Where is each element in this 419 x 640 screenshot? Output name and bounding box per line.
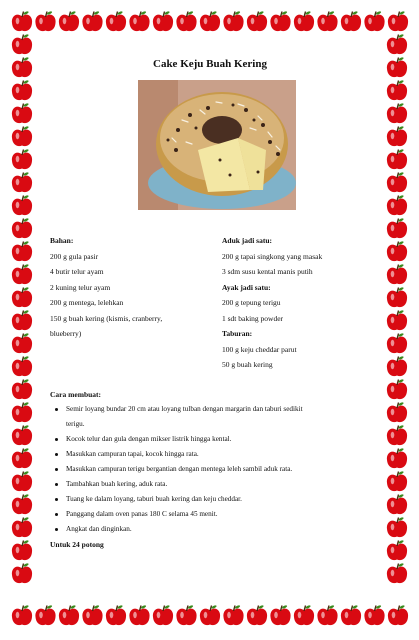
ingredient-line: 100 g keju cheddar parut: [222, 344, 297, 354]
apple-icon: [270, 11, 290, 31]
apple-icon: [387, 563, 407, 583]
apple-icon: [387, 126, 407, 146]
apple-icon: [387, 379, 407, 399]
apple-icon: [387, 494, 407, 514]
recipe-title: Cake Keju Buah Kering: [153, 58, 267, 70]
apple-icon: [12, 241, 32, 261]
apple-icon: [12, 425, 32, 445]
apple-icon: [59, 11, 79, 31]
apple-icon: [176, 605, 196, 625]
apple-icon: [387, 34, 407, 54]
apple-icon: [12, 126, 32, 146]
apple-icon: [364, 11, 384, 31]
apple-icon: [387, 287, 407, 307]
apple-icon: [294, 605, 314, 625]
section-heading: Taburan:: [222, 329, 253, 338]
servings-note: Untuk 24 potong: [50, 540, 104, 549]
apple-icon: [12, 57, 32, 77]
method-step: Semir loyang bundar 20 cm atau loyang tulban dengan margarin dan taburi sedikit: [66, 402, 370, 417]
apple-icon: [247, 605, 267, 625]
ingredient-line: blueberry): [50, 329, 82, 338]
apple-icon: [12, 80, 32, 100]
apple-icon: [153, 605, 173, 625]
method-steps: [50, 402, 370, 537]
apple-icon: [82, 11, 102, 31]
apple-icon: [12, 471, 32, 491]
apple-icon: [364, 605, 384, 625]
ingredient-line: 200 g gula pasir: [50, 251, 99, 261]
apple-icon: [35, 11, 55, 31]
apple-icon: [388, 605, 408, 625]
apple-icon: [59, 605, 79, 625]
apple-icon: [387, 517, 407, 537]
apple-icon: [387, 195, 407, 215]
method-step: Panggang dalam oven panas 180 C selama 45 menit.: [66, 507, 370, 522]
method-step: Angkat dan dinginkan.: [66, 522, 370, 537]
method-step: Kocok telur dan gula dengan mikser listrik hingga kental.: [66, 432, 370, 447]
apple-icon: [387, 402, 407, 422]
method-section: [50, 387, 370, 552]
apple-icon: [12, 195, 32, 215]
apple-icon: [387, 80, 407, 100]
method-step-continuation: terigu.: [66, 420, 85, 428]
ingredients-heading: Bahan:: [50, 236, 74, 245]
apple-icon: [12, 149, 32, 169]
apple-icon: [341, 605, 361, 625]
apple-icon: [387, 149, 407, 169]
apple-icon: [387, 57, 407, 77]
apple-icon: [294, 11, 314, 31]
apple-icon: [12, 356, 32, 376]
apple-icon: [200, 605, 220, 625]
apple-icon: [12, 333, 32, 353]
apple-icon: [129, 11, 149, 31]
apple-icon: [387, 448, 407, 468]
apple-icon: [35, 605, 55, 625]
apple-icon: [153, 11, 173, 31]
apple-icon: [317, 605, 337, 625]
apple-icon: [12, 11, 32, 31]
apple-icon: [12, 34, 32, 54]
apple-icon: [223, 605, 243, 625]
method-step: Tuang ke dalam loyang, taburi buah kering dan keju cheddar.: [66, 492, 370, 507]
apple-icon: [12, 172, 32, 192]
ingredient-line: 200 g mentega, lelehkan: [50, 298, 124, 307]
apple-icon: [176, 11, 196, 31]
section-heading: Ayak jadi satu:: [222, 282, 271, 292]
section-heading: Aduk jadi satu:: [222, 236, 273, 245]
apple-icon: [12, 448, 32, 468]
apple-icon: [387, 310, 407, 330]
method-heading: Cara membuat:: [50, 390, 102, 399]
apple-icon: [12, 218, 32, 238]
apple-icon: [12, 494, 32, 514]
apple-icon: [387, 241, 407, 261]
ingredient-line: 2 kuning telur ayam: [50, 282, 111, 292]
apple-icon: [387, 356, 407, 376]
apple-icon: [387, 540, 407, 560]
apple-icon: [387, 333, 407, 353]
apple-icon: [388, 11, 408, 31]
apple-icon: [12, 517, 32, 537]
apple-icon: [12, 310, 32, 330]
apple-icon: [106, 11, 126, 31]
apple-icon: [12, 103, 32, 123]
ingredient-line: 200 g tepung terigu: [222, 298, 281, 307]
apple-icon: [200, 11, 220, 31]
apple-icon: [129, 605, 149, 625]
ingredients-right-column: [222, 233, 382, 373]
ingredient-line: 200 g tapai singkong yang masak: [222, 251, 323, 261]
method-step: Masukkan campuran tapai, kocok hingga rata.: [66, 447, 370, 462]
apple-icon: [12, 264, 32, 284]
apple-icon: [12, 379, 32, 399]
apple-icon: [387, 218, 407, 238]
apple-icon: [12, 402, 32, 422]
method-step: Masukkan campuran terigu bergantian dengan mentega leleh sambil aduk rata.: [66, 462, 370, 477]
ingredient-line: 4 butir telur ayam: [50, 267, 104, 276]
apple-icon: [223, 11, 243, 31]
apple-icon: [12, 605, 32, 625]
apple-icon: [12, 540, 32, 560]
apple-icon: [270, 605, 290, 625]
apple-icon: [317, 11, 337, 31]
apple-icon: [106, 605, 126, 625]
apple-icon: [387, 471, 407, 491]
apple-icon: [12, 287, 32, 307]
ingredient-line: 3 sdm susu kental manis putih: [222, 267, 313, 276]
apple-icon: [341, 11, 361, 31]
apple-icon: [247, 11, 267, 31]
method-step: Tambahkan buah kering, aduk rata.: [66, 477, 370, 492]
apple-icon: [387, 425, 407, 445]
apple-icon: [387, 103, 407, 123]
ingredient-line: 1 sdt baking powder: [222, 313, 284, 323]
ingredient-line: 150 g buah kering (kismis, cranberry,: [50, 313, 163, 323]
ingredient-line: 50 g buah kering: [222, 360, 273, 369]
apple-icon: [12, 563, 32, 583]
apple-icon: [387, 172, 407, 192]
cake-photo: [138, 80, 296, 210]
apple-icon: [82, 605, 102, 625]
apple-icon: [387, 264, 407, 284]
ingredients-left-column: [50, 233, 200, 342]
recipe-page: [50, 50, 370, 595]
